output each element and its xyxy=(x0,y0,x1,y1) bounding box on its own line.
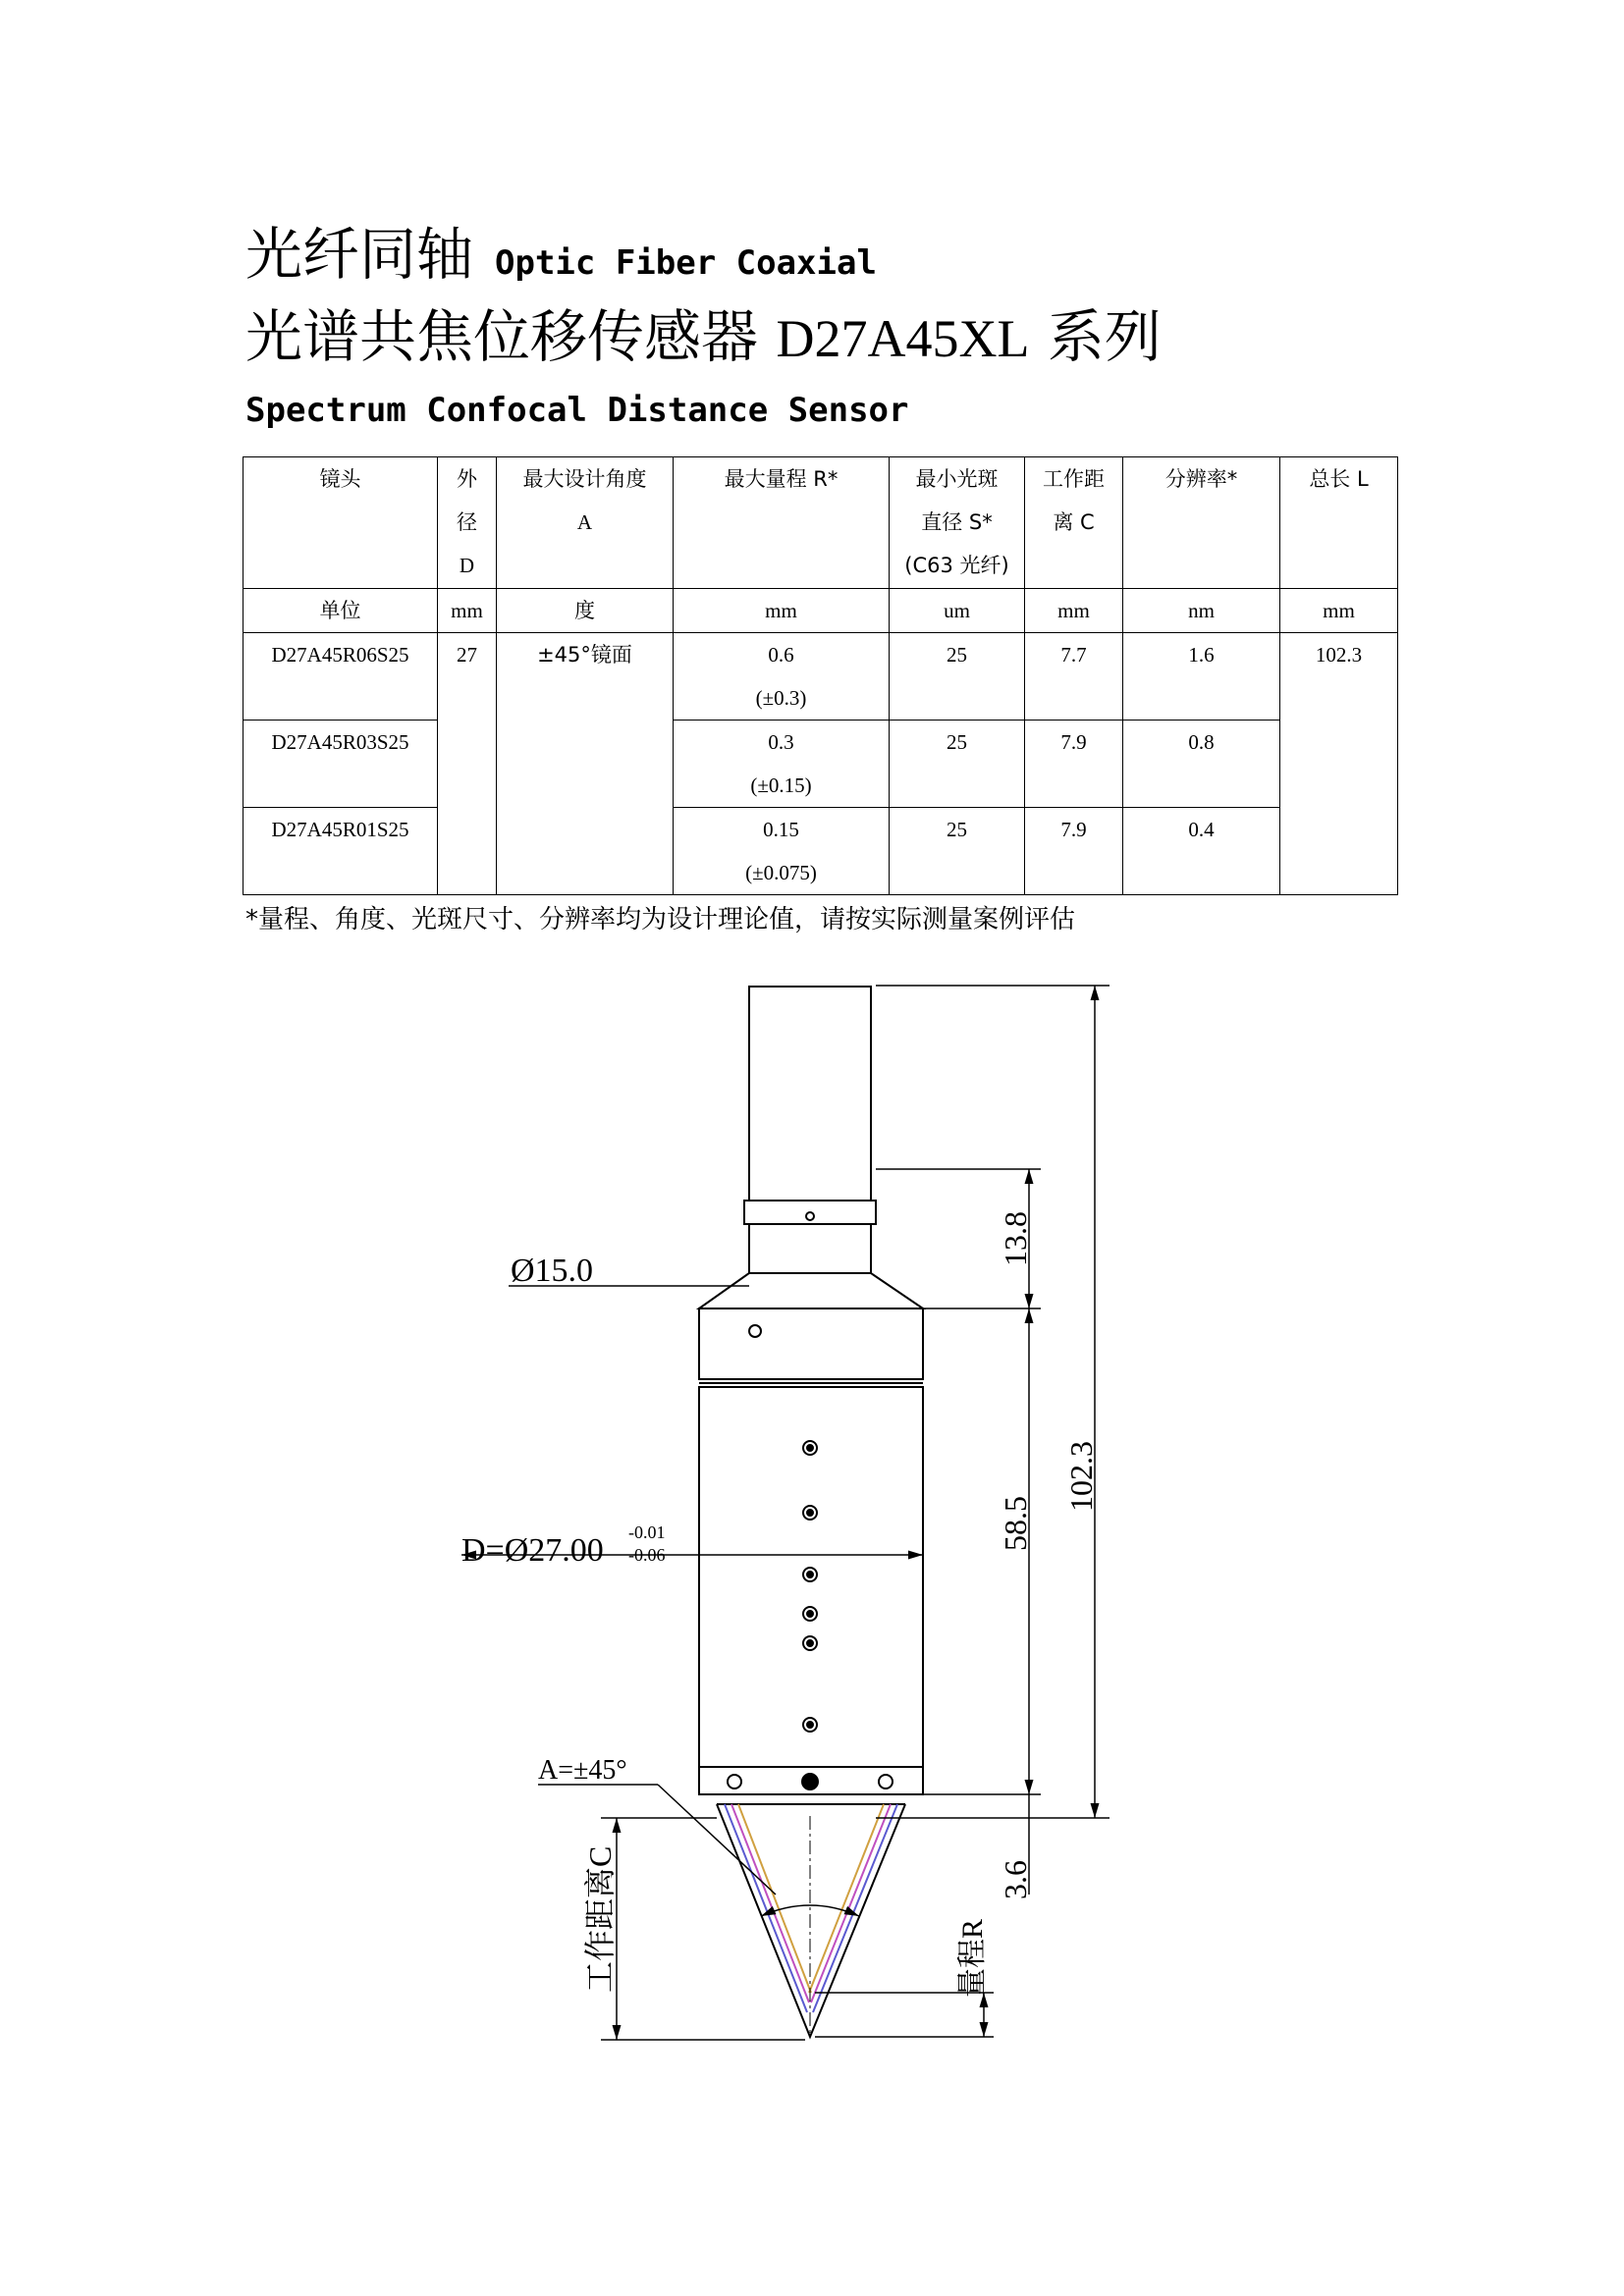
shared-len: 102.3 xyxy=(1280,633,1398,895)
header-spot-1: 最小光斑 xyxy=(915,467,999,491)
header-wd-2: 离 C xyxy=(1053,510,1095,534)
row-model: D27A45R06S25 xyxy=(244,633,438,721)
unit-range: mm xyxy=(674,589,890,633)
unit-label: 单位 xyxy=(244,589,438,633)
header-od-2: 径 xyxy=(457,510,477,534)
row-spot: 25 xyxy=(890,808,1025,895)
row-range-tol: (±0.075) xyxy=(745,861,817,884)
row-model: D27A45R01S25 xyxy=(244,808,438,895)
header-lens-text: 镜头 xyxy=(319,467,361,491)
light-cone xyxy=(717,1804,905,2037)
header-spot-2: 直径 S* xyxy=(921,510,993,534)
dim-body-label: 58.5 xyxy=(998,1496,1033,1551)
unit-angle: 度 xyxy=(497,589,674,633)
row-wd: 7.9 xyxy=(1025,808,1123,895)
dim-total-label: 102.3 xyxy=(1063,1441,1099,1512)
dia-main-label: D=Ø27.00 xyxy=(461,1532,604,1569)
row-wd: 7.9 xyxy=(1025,721,1123,808)
title-line-3: Spectrum Confocal Distance Sensor xyxy=(245,391,909,430)
row-model: D27A45R03S25 xyxy=(244,721,438,808)
tol-lower-label: -0.06 xyxy=(628,1545,666,1565)
row-range-value: 0.3 xyxy=(768,730,794,754)
angle-label: A=±45° xyxy=(538,1755,627,1786)
header-len-text: 总长 L xyxy=(1309,467,1369,491)
row-res: 1.6 xyxy=(1123,633,1280,721)
header-wd-1: 工作距 xyxy=(1043,467,1105,491)
header-od-3: D xyxy=(459,554,475,577)
unit-wd: mm xyxy=(1025,589,1123,633)
row-spot: 25 xyxy=(890,721,1025,808)
title-cn-1: 光纤同轴 xyxy=(245,221,474,288)
header-range-text: 最大量程 R* xyxy=(724,467,839,491)
row-wd: 7.7 xyxy=(1025,633,1123,721)
row-spot: 25 xyxy=(890,633,1025,721)
unit-od: mm xyxy=(438,589,497,633)
row-range-tol: (±0.15) xyxy=(750,774,812,797)
tol-upper-label: -0.01 xyxy=(628,1522,666,1542)
row-range-tol: (±0.3) xyxy=(755,686,807,710)
row-res: 0.8 xyxy=(1123,721,1280,808)
unit-spot: um xyxy=(890,589,1025,633)
unit-len: mm xyxy=(1280,589,1398,633)
dia-small-label: Ø15.0 xyxy=(511,1253,594,1289)
work-distance-label: 工作距离C xyxy=(582,1845,618,1993)
left-dimensions xyxy=(461,1286,923,2040)
header-res-text: 分辨率* xyxy=(1164,467,1238,491)
sensor-outline xyxy=(699,987,923,1804)
footnote: *量程、角度、光斑尺寸、分辨率均为设计理论值，请按实际测量案例评估 xyxy=(245,905,1076,934)
header-angle-1: 最大设计角度 xyxy=(522,467,647,491)
title-suffix: 系列 xyxy=(1047,303,1162,370)
title-en-1: Optic Fiber Coaxial xyxy=(495,243,877,283)
dim-tip-label: 3.6 xyxy=(998,1860,1033,1899)
header-angle-2: A xyxy=(576,510,593,534)
row-res: 0.4 xyxy=(1123,808,1280,895)
title-cn-2: 光谱共焦位移传感器 xyxy=(245,303,759,370)
unit-res: nm xyxy=(1123,589,1280,633)
title-model: D27A45XL xyxy=(776,309,1030,368)
range-label: 量程R xyxy=(956,1918,989,1998)
header-spot-3: (C63 光纤) xyxy=(904,554,1009,577)
row-range-value: 0.6 xyxy=(768,643,794,667)
shared-od: 27 xyxy=(438,633,497,895)
row-range-value: 0.15 xyxy=(763,818,799,841)
dim-top-label: 13.8 xyxy=(998,1211,1033,1266)
shared-angle: ±45°镜面 xyxy=(497,633,674,895)
screw-holes xyxy=(728,1212,893,1789)
header-od-1: 外 xyxy=(457,467,477,491)
